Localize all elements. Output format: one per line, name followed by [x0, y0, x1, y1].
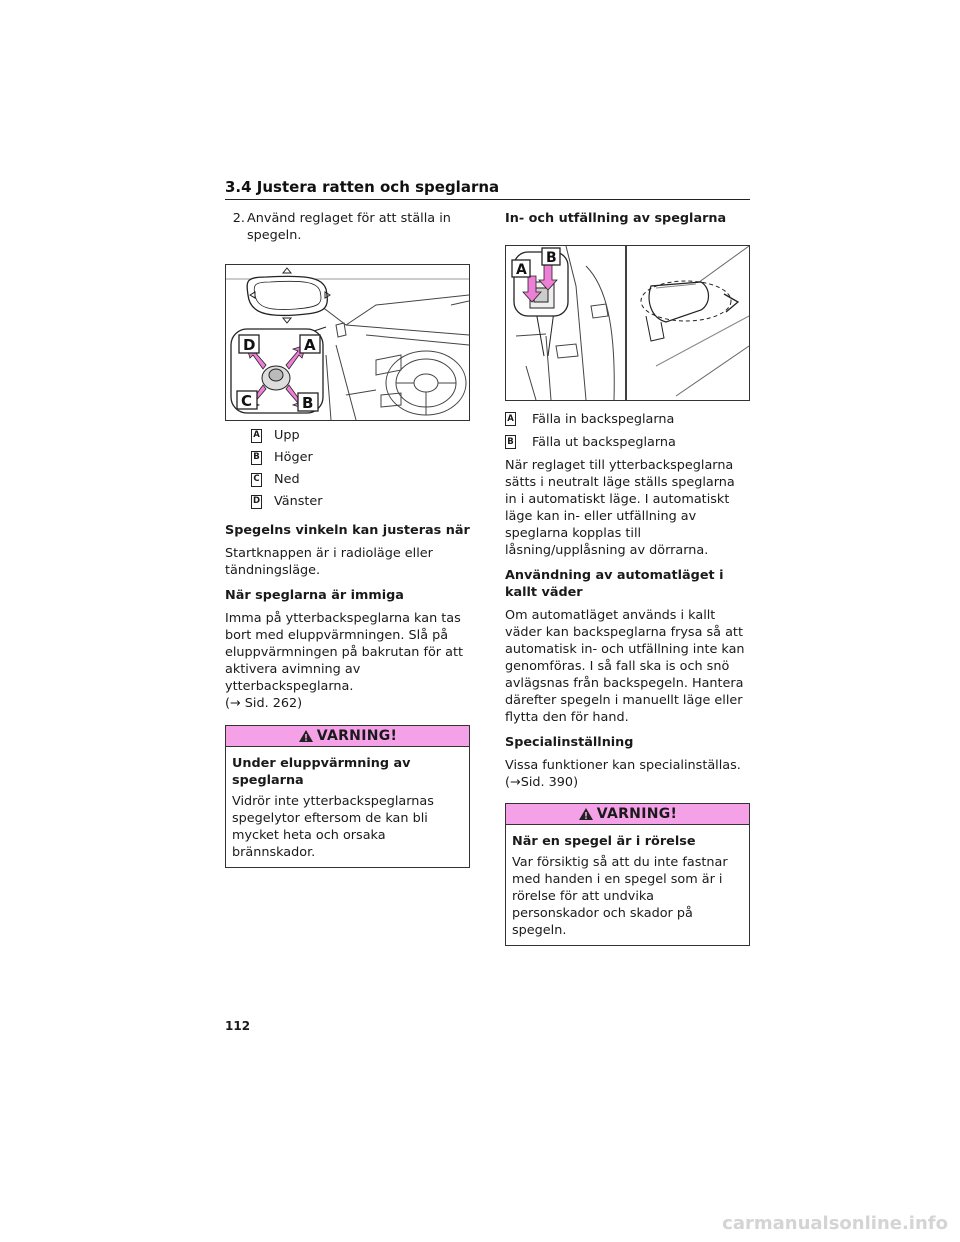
legend-key: B: [251, 451, 262, 465]
warning-title: VARNING!: [596, 805, 678, 822]
legend-item: [251, 471, 470, 488]
legend-label: Höger: [274, 450, 313, 465]
legend-label: Upp: [274, 428, 300, 443]
legend-item: [251, 449, 470, 466]
legend-key: B: [505, 435, 516, 449]
mirror-fold-figure: [505, 245, 750, 401]
fig2-label-a: A: [516, 262, 527, 278]
step-2: [225, 210, 470, 244]
legend-label: Ned: [274, 472, 300, 487]
warning-header: [226, 726, 469, 747]
legend-label: Vänster: [274, 494, 323, 509]
fog-heading: När speglarna är immiga: [225, 588, 404, 603]
right-column: [505, 210, 750, 946]
mirror-adjust-illustration: [226, 265, 469, 420]
step-number: 2.: [232, 211, 245, 226]
special-heading: Specialinställning: [505, 735, 634, 750]
legend-label: Fälla in backspeglarna: [532, 411, 675, 427]
left-column: [225, 210, 470, 868]
cold-text: Om automatläget används i kallt väder kan backspeglarna frysa så att automatisk in- och utfällning inte kan genomföras. I så fall ska is och snö avlägsnas från backspegeln. Hantera därefter spegeln i manuellt läge eller flytta den för hand.: [505, 608, 745, 725]
neutral-text: När reglaget till ytterbackspeglarna sätts i neutralt läge ställs speglarna in i automatiskt läge. I automatiskt läge kan in- eller utfällning av speglarna kopplas till låsning/upplåsning av dörrarna.: [505, 458, 735, 558]
legend-label: Fälla ut backspeglarna: [532, 434, 676, 450]
special-text: Vissa funktioner kan specialinställas.: [505, 758, 741, 773]
legend-item: [251, 493, 470, 510]
warning-box-right: [505, 803, 750, 946]
warning-header: [506, 804, 749, 825]
warning-box-left: [225, 725, 470, 868]
fig-label-b: B: [302, 394, 314, 412]
fig-label-d: D: [243, 336, 256, 354]
legend-key: C: [251, 473, 262, 487]
right-legend: [505, 410, 750, 451]
mirror-adjust-figure: [225, 264, 470, 421]
fig-label-a: A: [304, 336, 316, 354]
step-text: Använd reglaget för att ställa in spegeln.: [247, 211, 451, 243]
legend-key: A: [251, 429, 262, 443]
fog-ref: (→ Sid. 262): [225, 696, 303, 711]
page-number: 112: [225, 1019, 251, 1033]
section-rule: [225, 199, 750, 200]
warning-triangle-icon: [298, 729, 314, 743]
fig2-label-b: B: [546, 250, 557, 266]
left-legend: [225, 427, 470, 510]
special-ref: (→Sid. 390): [505, 775, 579, 790]
legend-item: [251, 427, 470, 444]
watermark: carmanualsonline.info: [722, 1213, 948, 1234]
fog-text: Imma på ytterbackspeglarna kan tas bort med eluppvärmningen. Slå på eluppvärmningen på bakrutan för att aktivera avimning av ytterbackspeglarna.: [225, 611, 464, 694]
warning-heading: När en spegel är i rörelse: [512, 834, 696, 849]
fig-label-c: C: [241, 392, 253, 410]
fold-heading: In- och utfällning av speglarna: [505, 211, 727, 226]
warning-text: Vidrör inte ytterbackspeglarnas spegelytor eftersom de kan bli mycket heta och orsaka brännskador.: [232, 794, 434, 860]
angle-text: Startknappen är i radioläge eller tändningsläge.: [225, 546, 433, 578]
legend-item: [505, 433, 750, 451]
angle-heading: Spegelns vinkeln kan justeras när: [225, 523, 470, 538]
warning-text: Var försiktig så att du inte fastnar med handen i en spegel som är i rörelse för att undvika personskador och skador på spegeln.: [512, 855, 728, 938]
section-title: 3.4 Justera ratten och speglarna: [225, 178, 500, 196]
legend-item: [505, 410, 750, 428]
cold-heading: Användning av automatläget i kallt väder: [505, 568, 724, 600]
legend-key: D: [251, 495, 262, 509]
warning-triangle-icon: [578, 807, 594, 821]
mirror-fold-illustration: [506, 246, 749, 400]
legend-key: A: [505, 412, 516, 426]
warning-title: VARNING!: [316, 727, 398, 744]
warning-heading: Under eluppvärmning av speglarna: [232, 756, 411, 788]
